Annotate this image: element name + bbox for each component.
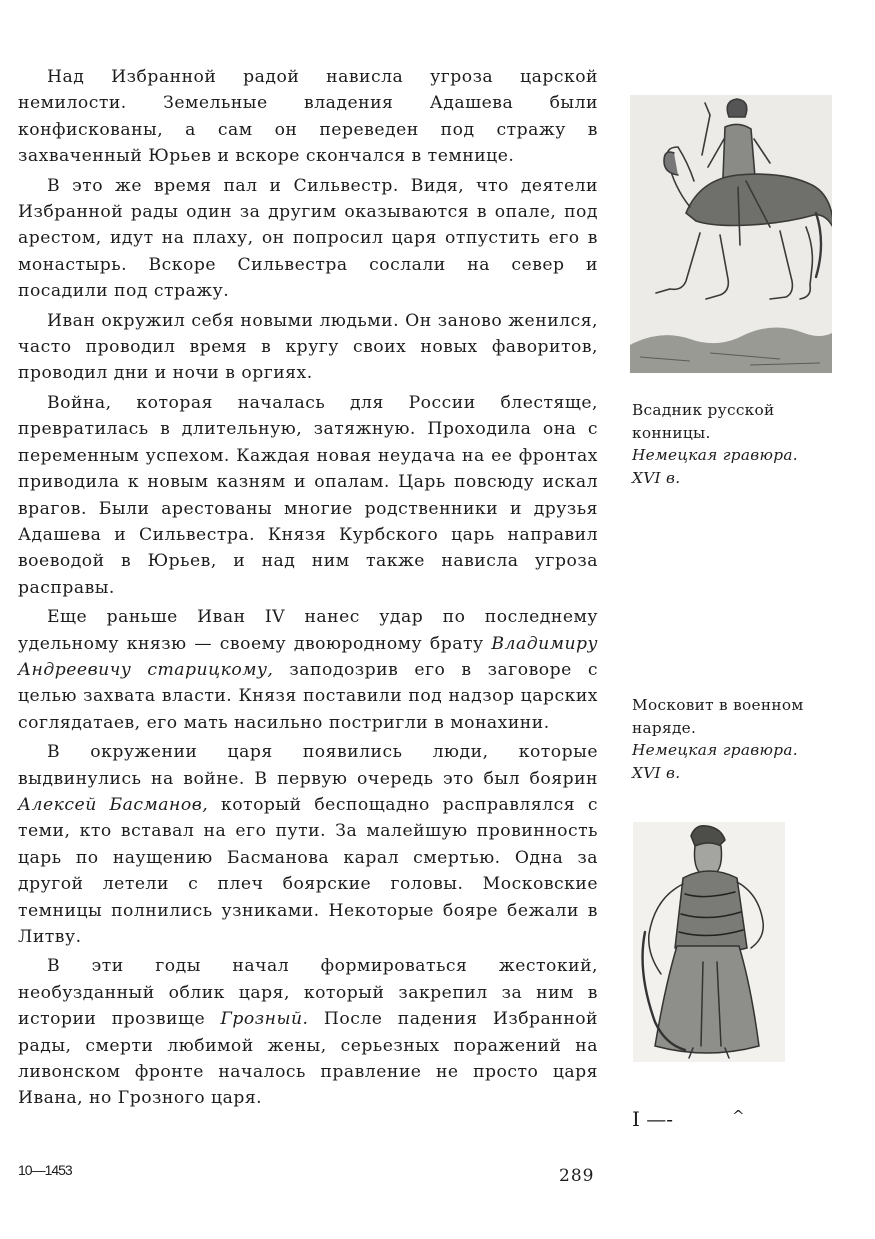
muscovite-engraving-image	[633, 822, 785, 1062]
paragraph-6-text-a: В окружении царя появились люди, которые выдвинулись на войне. В первую очередь это был боярин	[18, 742, 598, 789]
paragraph-5-text-a: Еще раньше Иван IV нанес удар по последнему удельному князю — своему двоюродному брату	[18, 607, 598, 654]
paragraph-5	[18, 604, 598, 736]
caption-horseman-title: Всадник русской	[632, 401, 775, 419]
paragraph-7-text-b: После падения Избранной рады, смерти любимой жены, серьезных поражений на ливонском фронте началось правление не просто царя Ивана, но Грозного царя.	[18, 1009, 598, 1109]
stray-marks-left: I —-	[632, 1107, 674, 1131]
nickname-grozny: Грозный.	[220, 1009, 309, 1030]
caption-muscovite	[632, 694, 837, 784]
stray-marks-right: ^	[732, 1107, 745, 1125]
horseman-engraving-drawing	[630, 95, 832, 373]
horseman-engraving-image	[630, 95, 832, 373]
caption-muscovite-source: Немецкая гравюра.	[632, 741, 798, 759]
caption-muscovite-title: Московит в военном	[632, 696, 804, 714]
caption-muscovite-title-cont: наряде.	[632, 718, 697, 737]
caption-horseman	[632, 399, 837, 489]
caption-horseman-title-cont: конницы.	[632, 423, 711, 442]
paragraph-7-text-a: В эти годы начал формироваться жестокий, необузданный облик царя, который закрепил за ним в истории прозвище	[18, 956, 598, 1030]
person-name-basmanov: Алексей Басманов,	[18, 794, 209, 815]
caption-horseman-century: XVI в.	[632, 468, 681, 487]
muscovite-engraving-drawing	[633, 822, 785, 1062]
caption-muscovite-century: XVI в.	[632, 763, 681, 782]
paragraph-3: Иван окружил себя новыми людьми. Он заново женился, часто проводил время в кругу своих новых фаворитов, проводил дни и ночи в оргиях.	[18, 310, 598, 384]
paragraph-6	[18, 739, 598, 950]
paragraph-1: Над Избранной радой нависла угроза царской немилости. Земельные владения Адашева были конфискованы, а сам он переведен под стражу в захваченный Юрьев и вскоре скончался в темнице.	[18, 67, 598, 167]
caption-horseman-source: Немецкая гравюра.	[632, 446, 798, 464]
paragraph-2: В это же время пал и Сильвестр. Видя, что деятели Избранной рады один за другим оказываются в опале, под арестом, идут на плаху, он попросил царя отпустить его в монастырь. Вскоре Сильвестра сослали на север и посадили под стражу.	[18, 175, 598, 302]
print-signature: 10—1453	[18, 1162, 72, 1178]
paragraph-6-text-b: который беспощадно расправлялся с теми, кто вставал на его пути. За малейшую провинность царь по наущению Басманова карал смертью. Одна за другой летели с плеч боярские головы. Московские темницы полнились узниками. Некоторые бояре бежали в Литву.	[18, 794, 598, 947]
paragraph-7	[18, 953, 598, 1111]
main-text-column	[18, 64, 598, 1115]
page-number: 289	[559, 1166, 595, 1186]
paragraph-5-text-b: заподозрив его в заговоре с целью захвата власти. Князя поставили под надзор царских соглядатаев, его мать насильно постригли в монахини.	[18, 659, 598, 733]
paragraph-4: Война, которая началась для России блестяще, превратилась в длительную, затяжную. Проходила она с переменным успехом. Каждая новая неудача на ее фронтах приводила к новым казням и опалам. Царь повсюду искал врагов. Были арестованы многие родственники и друзья Адашева и Сильвестра. Князя Курбского царь направил воеводой в Юрьев, и над ним также нависла угроза расправы.	[18, 392, 598, 598]
person-name-vladimir: Владимиру Андреевичу старицкому,	[18, 633, 598, 680]
